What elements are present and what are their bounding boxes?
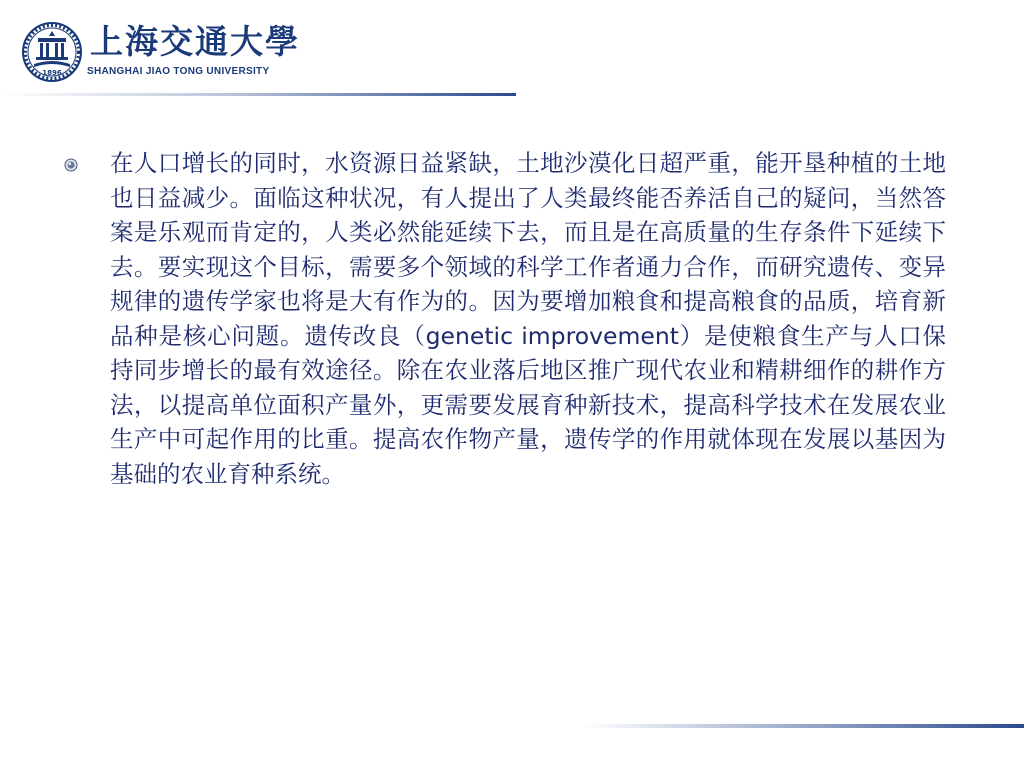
university-seal-icon (22, 22, 82, 82)
header (0, 0, 1024, 100)
seal-year: 1896 (42, 69, 62, 77)
bullet-icon (64, 158, 78, 172)
footer-divider (582, 724, 1024, 728)
body-paragraph: 在人口增长的同时，水资源日益紧缺，土地沙漠化日超严重，能开垦种植的土地也日益减少。面临这种状况，有人提出了人类最终能否养活自己的疑问，当然答案是乐观而肯定的，人类必然能延续下去，而且是在高质量的生存条件下延续下去。要实现这个目标，需要多个领域的科学工作者通力合作，而研究遗传、变异规律的遗传学家也将是大有作为的。因为要增加粮食和提高粮食的品质，培育新品种是核心问题。遗传改良（genetic improvement）是使粮食生产与人口保持同步增长的最有效途径。除在农业落后地区推广现代农业和精耕细作的耕作方法，以提高单位面积产量外，更需要发展育种新技术，提高科学技术在发展农业生产中可起作用的比重。提高农作物产量，遗传学的作用就体现在发展以基因为基础的农业育种系统。 (110, 149, 946, 488)
university-name-chinese: 上海交通大學 (90, 22, 300, 61)
university-name-english: SHANGHAI JIAO TONG UNIVERSITY (87, 66, 270, 77)
header-divider (0, 93, 516, 96)
slide-body (64, 146, 954, 491)
